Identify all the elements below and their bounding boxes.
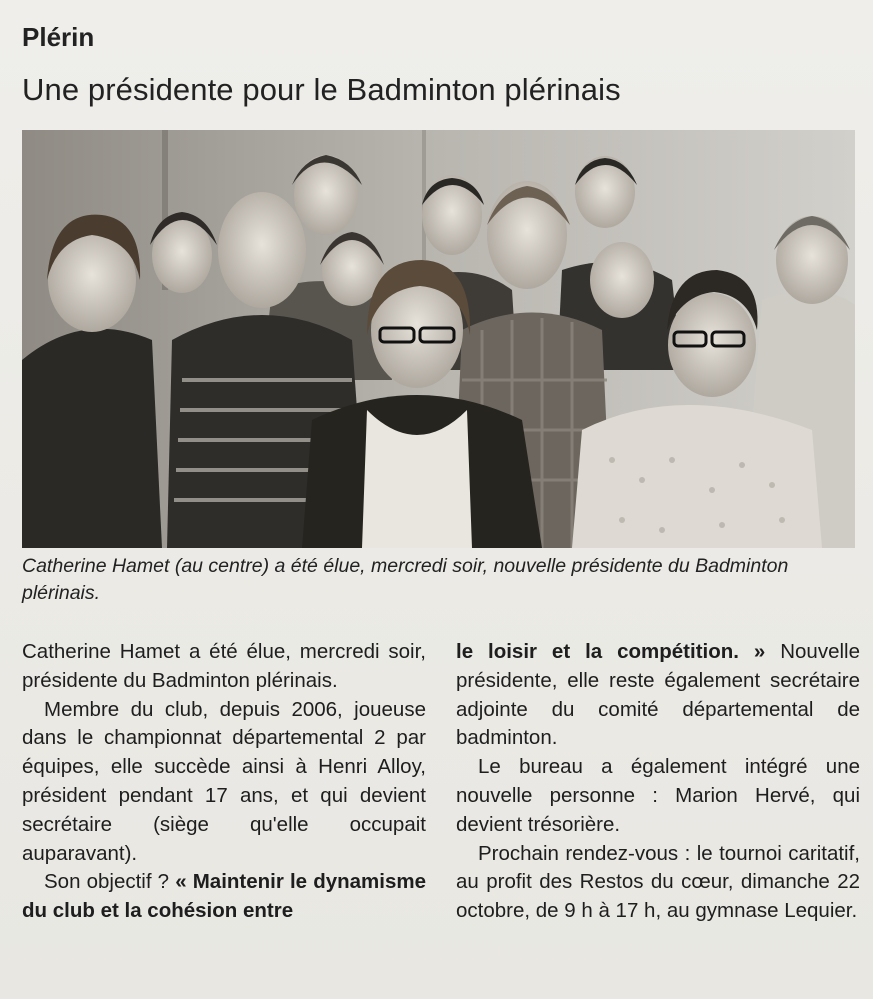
article-column-right <box>456 638 860 926</box>
article-headline: Une présidente pour le Badminton plérinais <box>22 72 621 107</box>
president-quote-part-2: le loisir et la compétition. » <box>456 640 766 663</box>
group-photo <box>22 130 855 548</box>
article-paragraph-3-start <box>22 868 426 926</box>
article-paragraph-2: Membre du club, depuis 2006, joueuse dans le championnat départemental 2 par équipes, elle succède ainsi à Henri Alloy, président pendant 17 ans, et qui devient secrétaire (siège qu'elle occupait auparavant). <box>22 697 426 865</box>
article-paragraph-5: Prochain rendez-vous : le tournoi caritatif, au profit des Restos du cœur, dimanche 22 octobre, de 9 h à 17 h, au gymnase Lequier. <box>456 841 860 923</box>
article-paragraph-4: Le bureau a également intégré une nouvelle personne : Marion Hervé, qui devient trésorière. <box>456 755 860 836</box>
president-quote-part-1: « Maintenir le dynamisme du club et la cohésion entre <box>22 870 426 923</box>
article-column-left <box>22 638 426 926</box>
article-paragraph-3-end <box>456 638 860 753</box>
photo-caption: Catherine Hamet (au centre) a été élue, mercredi soir, nouvelle présidente du Badminton plérinais. <box>22 555 789 604</box>
group-photo-illustration <box>22 130 855 548</box>
president-role-text: Nouvelle présidente, elle reste également secrétaire adjointe du comité départemental de badminton. <box>456 640 860 750</box>
article-location: Plérin <box>22 22 95 52</box>
article-paragraph-1: Catherine Hamet a été élue, mercredi soir, présidente du Badminton plérinais. <box>22 640 426 692</box>
objective-question: Son objectif ? <box>44 870 176 894</box>
